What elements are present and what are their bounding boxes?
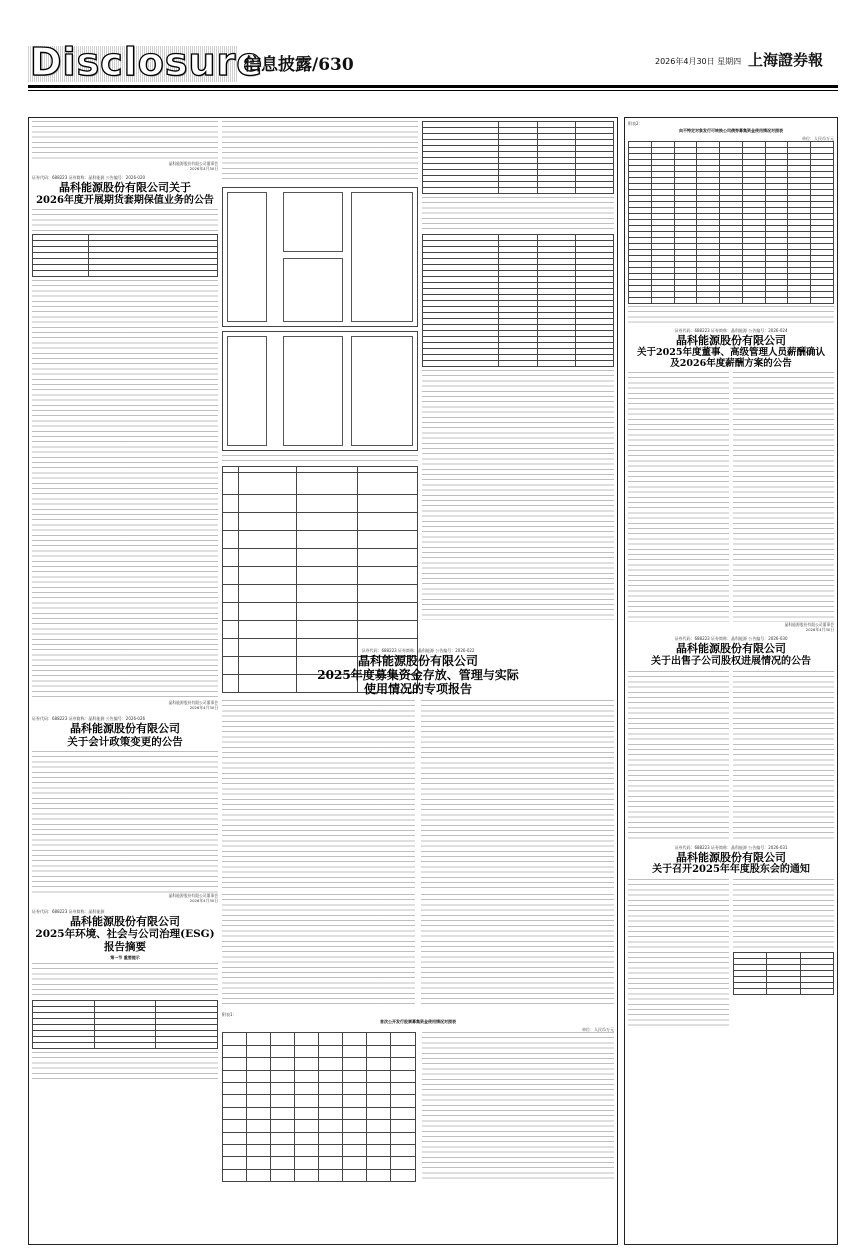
paper-name: 上海證券報 — [748, 51, 824, 69]
article-title: 晶科能源股份有限公司 — [70, 722, 180, 736]
text-block — [32, 280, 218, 700]
org-chart — [222, 187, 418, 327]
section-name: 信息披露 — [244, 55, 312, 75]
table-unit: 单位：人民币万元 — [802, 136, 834, 141]
text-block — [222, 700, 415, 890]
column-1 — [32, 121, 218, 1241]
article-code-line: 证券代码：688223 证券简称：晶科能源 — [32, 908, 105, 914]
appendix-title: 首次公开发行股票募集资金使用情况对照表 — [380, 1019, 456, 1025]
page-number: /630 — [312, 55, 354, 75]
column-4 — [628, 121, 834, 1241]
text-block — [628, 372, 729, 622]
signature-date: 2026年4月30日 — [189, 166, 218, 171]
article-title: 晶科能源股份有限公司 — [676, 334, 786, 347]
article-title: 晶科能源股份有限公司关于 — [59, 181, 191, 194]
appendix-label: 附表1： — [222, 1012, 237, 1018]
article-code-line: 证券代码：688223 证券简称：晶科能源 公告编号：2026-024 — [674, 328, 788, 333]
text-block — [32, 751, 218, 893]
article-subtitle: 关于会计政策变更的公告 — [67, 735, 183, 748]
text-block — [733, 671, 834, 841]
signature-date: 2026年4月30日 — [189, 705, 218, 711]
article-subtitle: 关于2025年度董事、高级管理人员薪酬确认 — [637, 346, 825, 358]
agenda-table — [733, 952, 834, 995]
article-title: 晶科能源股份有限公司 — [357, 654, 478, 668]
section-title — [244, 50, 354, 75]
text-block — [422, 197, 614, 231]
article-subtitle: 报告摘要 — [104, 940, 146, 953]
signature-date: 2026年4月30日 — [189, 897, 218, 903]
account-table — [422, 121, 614, 194]
section-heading: 第一节 重要提示 — [110, 954, 140, 960]
article-code-line: 证券代码：688223 证券简称：晶科能源 公告编号：2026-026 — [32, 716, 146, 722]
article-title: 晶科能源股份有限公司 — [676, 850, 786, 864]
article-code-line: 证券代码：688223 证券简称：晶科能源 公告编号：2026-031 — [674, 844, 788, 850]
signature: 晶科能源股份有限公司董事会 — [168, 892, 218, 898]
article-subtitle: 使用情况的专项报告 — [363, 681, 472, 696]
article-subtitle: 关于出售子公司股权进展情况的公告 — [651, 656, 811, 668]
text-block — [32, 209, 218, 231]
appendix-title: 向不特定对象发行可转换公司债券募集资金使用情况对照表 — [679, 128, 783, 133]
article-code-line: 证券代码：688223 证券简称：晶科能源 公告编号：2026-020 — [32, 175, 146, 180]
org-chart-continued — [222, 331, 418, 451]
text-block — [733, 879, 834, 949]
masthead-rule — [28, 85, 838, 88]
text-block — [421, 700, 614, 890]
text-block — [628, 306, 834, 324]
text-block — [32, 1052, 218, 1082]
summary-table — [32, 234, 218, 277]
appendix-label: 附表2： — [628, 121, 643, 126]
text-block — [422, 370, 614, 620]
text-block — [32, 121, 218, 159]
masthead-rule-thin — [28, 90, 838, 91]
convertible-bond-table — [628, 141, 834, 304]
text-block — [222, 121, 418, 183]
table-unit: 单位：人民币万元 — [582, 1027, 614, 1033]
article-subtitle: 2025年度募集资金存放、管理与实际 — [317, 667, 519, 682]
article-subtitle: 2026年度开展期货套期保值业务的公告 — [36, 194, 214, 206]
article-title: 晶科能源股份有限公司 — [676, 642, 786, 656]
text-block — [422, 1032, 615, 1182]
column-3 — [422, 121, 614, 661]
text-block — [32, 963, 218, 997]
text-block — [628, 671, 729, 841]
article-subtitle: 关于召开2025年年度股东会的通知 — [652, 864, 810, 876]
account-table-2 — [422, 234, 614, 367]
esg-table — [32, 1000, 218, 1049]
text-block — [222, 455, 418, 463]
masthead — [0, 0, 857, 105]
disclosure-logo: Disclosure — [30, 40, 264, 84]
signature: 晶科能源股份有限公司董事会 — [784, 622, 834, 628]
issue-date: 2026年4月30日 星期四 — [655, 57, 742, 66]
text-block — [421, 894, 614, 1004]
article-title: 晶科能源股份有限公司 — [70, 914, 180, 928]
text-block — [733, 372, 834, 622]
article-code-line: 证券代码：688223 证券简称：晶科能源 公告编号：2026-022 — [361, 648, 475, 653]
text-block — [628, 879, 729, 1029]
signature-date: 2026年4月30日 — [805, 627, 834, 633]
article-subtitle: 及2026年度薪酬方案的公告 — [670, 357, 792, 369]
signature: 晶科能源股份有限公司董事会 — [168, 161, 218, 166]
text-block — [222, 894, 415, 1004]
article-code-line: 证券代码：688223 证券简称：晶科能源 公告编号：2026-030 — [674, 636, 788, 642]
fund-usage-table — [222, 1032, 416, 1182]
article-subtitle: 2025年环境、社会与公司治理(ESG) — [35, 928, 215, 941]
signature: 晶科能源股份有限公司董事会 — [168, 700, 218, 706]
fund-report-article — [222, 648, 614, 1243]
